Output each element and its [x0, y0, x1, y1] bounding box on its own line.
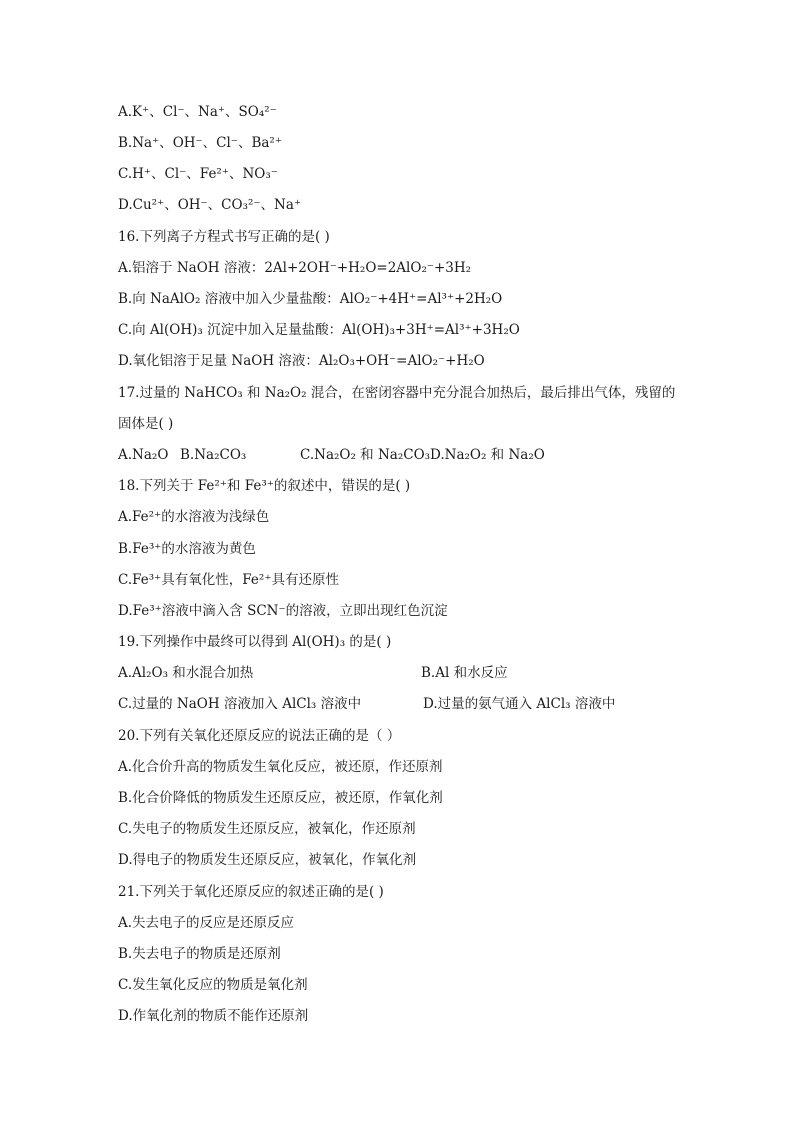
q20-stem: 20.下列有关氧化还原反应的说法正确的是（ ） [118, 728, 401, 744]
q17-option-d: D.Na₂O₂ 和 Na₂O [430, 447, 545, 463]
q15-option-d: D.Cu²⁺、OH⁻、CO₃²⁻、Na⁺ [118, 197, 301, 213]
q20-option-d: D.得电子的物质发生还原反应，被氧化，作氧化剂 [118, 852, 417, 868]
q16-stem: 16.下列离子方程式书写正确的是( ) [118, 229, 330, 245]
q20-option-b: B.化合价降低的物质发生还原反应，被还原，作氧化剂 [118, 790, 443, 806]
q19-options-ab [118, 664, 508, 682]
q15-option-c: C.H⁺、Cl⁻、Fe²⁺、NO₃⁻ [118, 166, 278, 182]
q17-stem-line1: 17.过量的 NaHCO₃ 和 Na₂O₂ 混合，在密闭容器中充分混合加热后，最后排出气体，残留的 [118, 385, 676, 401]
q21-option-b: B.失去电子的物质是还原剂 [118, 946, 281, 962]
q17-option-a: A.Na₂O [118, 447, 169, 463]
q18-option-b: B.Fe³⁺的水溶液为黄色 [118, 541, 256, 557]
q19-option-b: B.Al 和水反应 [421, 665, 508, 681]
q16-option-c: C.向 Al(OH)₃ 沉淀中加入足量盐酸：Al(OH)₃+3H⁺=Al³⁺+3H₂O [118, 322, 520, 338]
q19-stem: 19.下列操作中最终可以得到 Al(OH)₃ 的是( ) [118, 634, 392, 650]
q21-option-d: D.作氧化剂的物质不能作还原剂 [118, 1008, 309, 1024]
q16-option-a: A.铝溶于 NaOH 溶液：2Al+2OH⁻+H₂O=2AlO₂⁻+3H₂ [118, 260, 472, 276]
q18-option-a: A.Fe²⁺的水溶液为浅绿色 [118, 509, 270, 525]
q19-option-a: A.Al₂O₃ 和水混合加热 [118, 665, 254, 681]
q21-stem: 21.下列关于氧化还原反应的叙述正确的是( ) [118, 884, 384, 900]
q21-option-c: C.发生氧化反应的物质是氧化剂 [118, 977, 308, 993]
q17-options [118, 446, 545, 464]
q16-option-b: B.向 NaAlO₂ 溶液中加入少量盐酸：AlO₂⁻+4H⁺=Al³⁺+2H₂O [118, 291, 503, 307]
q15-option-b: B.Na⁺、OH⁻、Cl⁻、Ba²⁺ [118, 135, 282, 151]
q15-option-a: A.K⁺、Cl⁻、Na⁺、SO₄²⁻ [118, 104, 277, 120]
q19-option-d: D.过量的氨气通入 AlCl₃ 溶液中 [423, 696, 616, 712]
q17-option-c: C.Na₂O₂ 和 Na₂CO₃ [300, 447, 431, 463]
q17-option-b: B.Na₂CO₃ [180, 447, 247, 463]
q18-option-d: D.Fe³⁺溶液中滴入含 SCN⁻的溶液，立即出现红色沉淀 [118, 603, 448, 619]
q20-option-c: C.失电子的物质发生还原反应，被氧化，作还原剂 [118, 821, 416, 837]
q19-option-c: C.过量的 NaOH 溶液加入 AlCl₃ 溶液中 [118, 696, 362, 712]
q18-option-c: C.Fe³⁺具有氧化性，Fe²⁺具有还原性 [118, 572, 339, 588]
q18-stem: 18.下列关于 Fe²⁺和 Fe³⁺的叙述中，错误的是( ) [118, 478, 411, 494]
q17-stem-line2: 固体是( ) [118, 416, 174, 432]
q19-options-cd [118, 695, 615, 713]
q20-option-a: A.化合价升高的物质发生氧化反应，被还原，作还原剂 [118, 759, 443, 775]
q21-option-a: A.失去电子的反应是还原反应 [118, 915, 295, 931]
q16-option-d: D.氧化铝溶于足量 NaOH 溶液：Al₂O₃+OH⁻=AlO₂⁻+H₂O [118, 353, 485, 369]
